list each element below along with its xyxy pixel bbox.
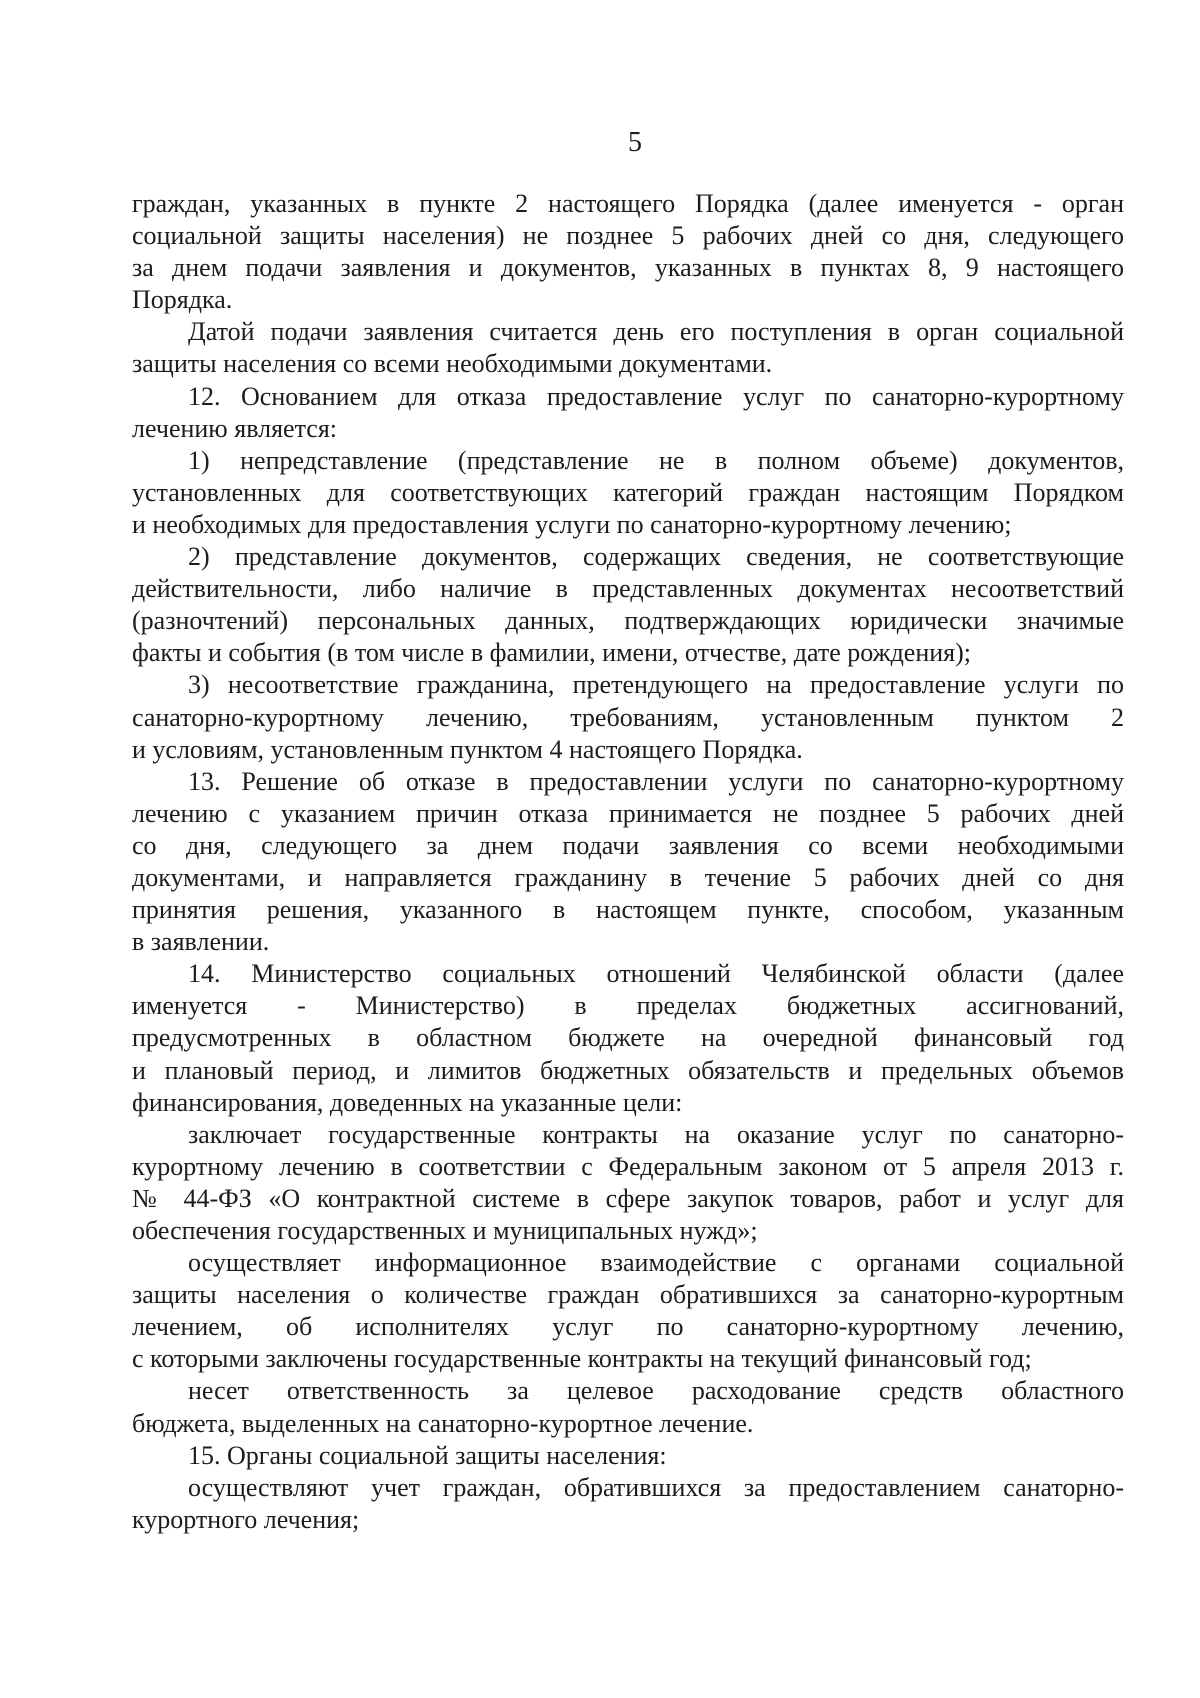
paragraph-first-line: осуществляют учет граждан, обратившихся за предоставлением санаторно- (188, 1472, 1124, 1502)
paragraph-first-line: несет ответственность за целевое расходование средств областного (188, 1376, 1124, 1406)
paragraph-first-line: 1) непредставление (представление не в полном объеме) документов, (188, 445, 1124, 475)
document-body (132, 188, 1124, 1536)
text-line: лечению является: (132, 413, 338, 443)
text-line: защиты населения о количестве граждан обратившихся за санаторно-курортным (132, 1280, 1124, 1310)
text-line: санаторно-курортному лечению, требованиям, установленным пунктом 2 (132, 702, 1124, 732)
text-line: и плановый период, и лимитов бюджетных обязательств и предельных объемов (132, 1055, 1124, 1085)
text-line: в заявлении. (132, 927, 270, 957)
text-line: № 44-ФЗ «О контрактной системе в сфере закупок товаров, работ и услуг для (132, 1183, 1124, 1213)
text-line: установленных для соответствующих категорий граждан настоящим Порядком (132, 477, 1124, 507)
text-line: и необходимых для предоставления услуги по санаторно-курортному лечению; (132, 509, 1012, 539)
paragraph-first-line: заключает государственные контракты на оказание услуг по санаторно- (188, 1119, 1124, 1149)
text-line: граждан, указанных в пункте 2 настоящего Порядка (далее именуется - орган (132, 189, 1124, 218)
paragraph-first-line: 13. Решение об отказе в предоставлении услуги по санаторно-курортному (188, 766, 1124, 796)
text-line: курортному лечению в соответствии с Федеральным законом от 5 апреля 2013 г. (132, 1151, 1124, 1181)
text-line: предусмотренных в областном бюджете на очередной финансовый год (132, 1023, 1124, 1053)
text-line: лечению с указанием причин отказа принимается не позднее 5 рабочих дней (132, 798, 1124, 828)
text-line: курортного лечения; (132, 1504, 360, 1534)
paragraph-first-line: 3) несоответствие гражданина, претендующего на предоставление услуги по (188, 670, 1124, 700)
text-line: принятия решения, указанного в настоящем пункте, способом, указанным (132, 895, 1124, 925)
paragraph-first-line: 14. Министерство социальных отношений Челябинской области (далее (188, 959, 1124, 989)
paragraph-first-line: осуществляет информационное взаимодействие с органами социальной (188, 1248, 1124, 1278)
text-line: с которыми заключены государственные контракты на текущий финансовый год; (132, 1344, 1032, 1374)
paragraph-first-line: 12. Основанием для отказа предоставление услуг по санаторно-курортному (188, 381, 1124, 411)
text-line: документами, и направляется гражданину в течение 5 рабочих дней со дня (132, 862, 1124, 892)
text-line: и условиям, установленным пунктом 4 настоящего Порядка. (132, 734, 803, 764)
paragraph-first-line: 2) представление документов, содержащих сведения, не соответствующие (188, 542, 1124, 572)
text-line: бюджета, выделенных на санаторно-курортное лечение. (132, 1408, 754, 1438)
text-line: обеспечения государственных и муниципальных нужд»; (132, 1216, 758, 1245)
text-line: Порядка. (132, 285, 233, 315)
text-line: лечением, об исполнителях услуг по санаторно-курортному лечению, (132, 1312, 1124, 1342)
text-line: со дня, следующего за днем подачи заявления со всеми необходимыми (132, 830, 1124, 860)
paragraph-first-line: 15. Органы социальной защиты населения: (188, 1440, 667, 1470)
text-line: социальной защиты населения) не позднее 5 рабочих дней со дня, следующего (132, 221, 1124, 251)
text-line: факты и события (в том числе в фамилии, имени, отчестве, дате рождения); (132, 638, 972, 668)
text-line: именуется - Министерство) в пределах бюджетных ассигнований, (132, 991, 1124, 1021)
text-line: за днем подачи заявления и документов, указанных в пунктах 8, 9 настоящего (132, 253, 1124, 283)
text-line: финансирования, доведенных на указанные цели: (132, 1087, 683, 1117)
text-line: защиты населения со всеми необходимыми документами. (132, 349, 773, 379)
text-line: действительности, либо наличие в представленных документах несоответствий (132, 574, 1124, 604)
page-number: 5 (628, 127, 642, 158)
paragraph-first-line: Датой подачи заявления считается день его поступления в орган социальной (188, 317, 1124, 347)
text-line: (разночтений) персональных данных, подтверждающих юридически значимые (132, 606, 1124, 636)
